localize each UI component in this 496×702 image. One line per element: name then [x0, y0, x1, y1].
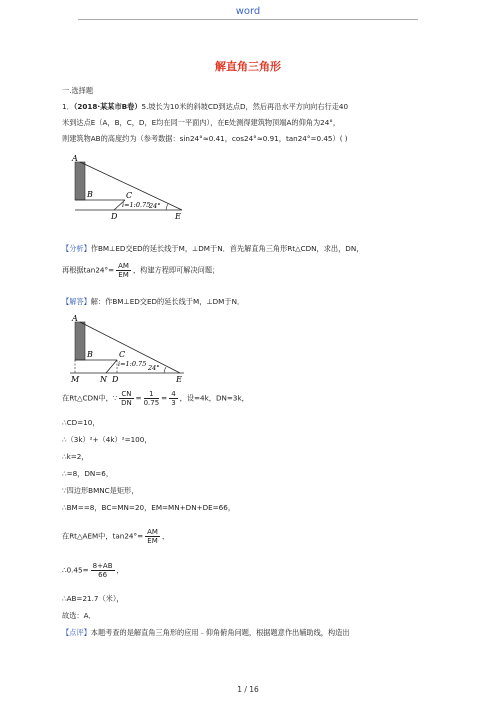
answer-line-1: [62, 297, 244, 306]
question-line-1: [62, 102, 348, 111]
fig1-label-e: E: [175, 212, 181, 221]
step-1-frac-2-den: 0.75: [143, 399, 160, 407]
fig2-label-m: M: [71, 375, 80, 384]
step-5: ∴=8，DN=6，: [62, 469, 114, 478]
fig2-slope-label: i=1:0.75: [118, 360, 147, 368]
step-1-equals-2: =: [161, 393, 168, 403]
step-8-text-b: ，: [161, 531, 170, 541]
question-number: 1．: [62, 102, 74, 111]
fig1-slope-label: i=1:0.75: [122, 201, 151, 209]
slope-cd-2: [106, 360, 117, 373]
header-word-label: word: [235, 6, 261, 17]
step-1-text-b: ，设=4k，DN=3k，: [179, 393, 249, 403]
analysis-frac-num: AM: [118, 262, 129, 270]
page-number: 1 / 16: [237, 685, 259, 694]
answer-text-1: 解：作BM⊥ED交ED的延长线于M，⊥DM于N．: [90, 297, 245, 306]
answer-tag: 【解答】: [62, 297, 91, 306]
step-8-frac-num: AM: [147, 528, 158, 536]
step-6: ∵四边形BMNC是矩形，: [62, 486, 139, 495]
step-1-frac-3-num: 4: [171, 390, 176, 398]
comment-line: [62, 628, 350, 637]
page-title: 解直角三角形: [215, 60, 281, 73]
question-line-3: 则建筑物AB的高度约为（参考数据：sin24°≈0.41，cos24°≈0.91，tan24°=0.45）( ): [62, 134, 348, 143]
fig1-label-c: C: [126, 191, 133, 200]
step-1-frac-3-den: 3: [171, 399, 176, 407]
step-8-text-a: 在Rt△AEM中，tan24°=: [62, 531, 144, 541]
fig1-angle-label: 24°: [149, 202, 161, 210]
building-ab-2: [75, 322, 85, 360]
step-9-frac-num: 8+AB: [92, 562, 113, 570]
figure-1: [62, 150, 192, 222]
comment-text: 本题考查的是解直角三角形的应用﹣仰角俯角问题，根据题意作出辅助线，构造出: [90, 628, 350, 637]
step-1-frac-1: [119, 390, 133, 407]
step-4: ∴k=2，: [62, 452, 89, 461]
fig2-label-c: C: [119, 350, 126, 359]
analysis-text-2a: 再根据tan24°=: [62, 265, 115, 275]
step-2: ∴CD=10，: [62, 418, 100, 427]
fig1-label-b: B: [87, 190, 93, 199]
fig2-angle-label: 24°: [148, 364, 160, 372]
step-1-frac-1-den: DN: [121, 399, 132, 407]
header-divider: [78, 19, 418, 20]
step-8-frac-den: EM: [147, 537, 158, 545]
fig1-label-d: D: [111, 212, 118, 221]
fig2-label-e: E: [176, 375, 182, 384]
step-9-text-b: ，: [116, 565, 124, 575]
step-9-frac: [91, 562, 115, 579]
step-11: 故选：A．: [62, 611, 96, 620]
question-line-2: 米到达点E（A，B，C，D，E均在同一平面内），在E处测得建筑物顶端A的仰角为24°，: [62, 118, 341, 127]
fig2-label-b: B: [87, 350, 93, 359]
analysis-line-2: [62, 262, 219, 279]
step-1-frac-2-num: 1: [144, 390, 160, 399]
step-1: [62, 390, 249, 407]
step-8: [62, 528, 169, 545]
step-1-frac-3: [169, 390, 177, 407]
step-3: ∴（3k）²+（4k）²=100，: [62, 435, 152, 444]
fig2-label-d: D: [112, 375, 119, 384]
step-1-equals-1: =: [135, 393, 142, 403]
step-8-frac: [145, 528, 160, 545]
step-9-text-a: ∴0.45=: [62, 565, 89, 575]
building-ab: [75, 162, 85, 200]
step-10: ∴AB=21.7（米），: [62, 594, 124, 603]
question-source: （2018·某某市B卷）: [73, 102, 142, 111]
step-9-frac-den: 66: [98, 571, 108, 579]
step-1-text-a: 在Rt△CDN中，∵: [62, 393, 118, 403]
analysis-text-1: 作BM⊥ED交ED的延长线于M，⊥DM于N．首先解直角三角形Rt△CDN，求出，DN，: [90, 244, 364, 253]
analysis-tag: 【分析】: [62, 244, 91, 253]
analysis-frac-den: EM: [118, 271, 129, 279]
angle-arc: [166, 204, 168, 210]
fig2-label-a: A: [72, 314, 78, 323]
figure-2: [62, 312, 192, 384]
step-9: [62, 562, 124, 579]
step-1-frac-1-num: CN: [121, 390, 132, 398]
angle-arc-2: [164, 367, 166, 373]
step-7: ∴BM==8，BC=MN=20，EM=MN+DN+DE=66，: [62, 503, 236, 512]
section-heading: 一.选择题: [62, 86, 94, 95]
analysis-fraction: [116, 262, 131, 279]
analysis-text-2b: ，构建方程即可解决问题；: [132, 265, 220, 275]
question-text-1: 5.坡长为10米的斜坡CD到达点D，然后再沿水平方向向右行走40: [141, 102, 349, 111]
fig2-label-n: N: [100, 375, 107, 384]
analysis-line-1: [62, 244, 363, 253]
comment-tag: 【点评】: [62, 628, 91, 637]
step-1-frac-2: [144, 390, 160, 407]
fig1-label-a: A: [72, 154, 78, 163]
